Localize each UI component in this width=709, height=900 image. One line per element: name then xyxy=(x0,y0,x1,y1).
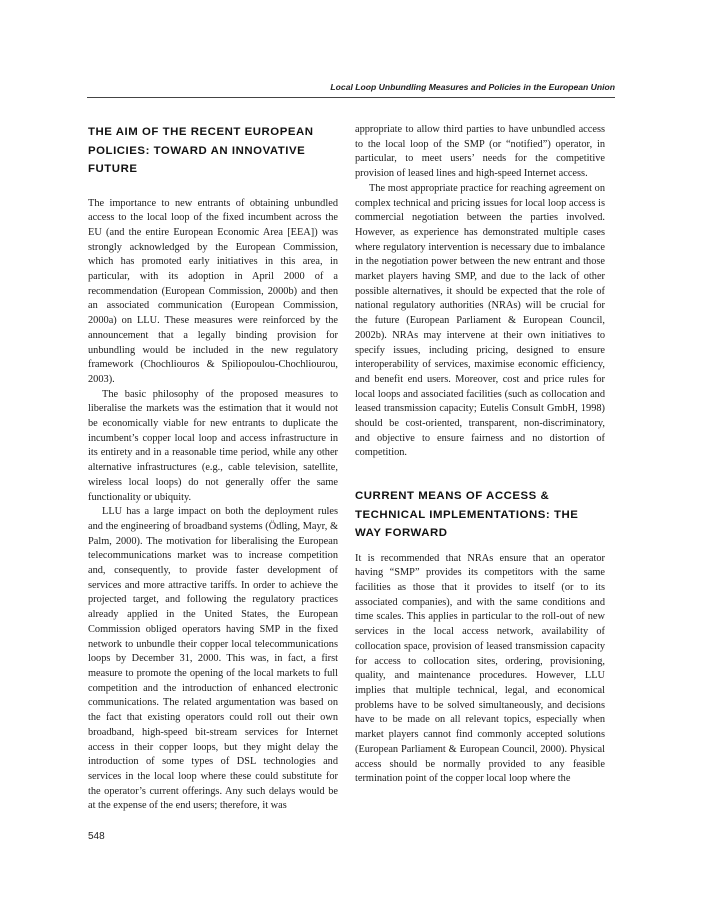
page-number: 548 xyxy=(88,831,105,842)
paragraph: The basic philosophy of the proposed measures to liberalise the markets was the estimation that it would not be economically viable for new entrants to duplicate the incumbent’s copper local loop and access infrastructure in its entirety and in a reasonable time period, while any other alternative infrastructures (e.g., cable television, satellite, wireless local loops) do not generally offer the same functionality or ubiquity. xyxy=(88,388,338,503)
paragraph: LLU has a large impact on both the deployment rules and the engineering of broadband systems (Ödling, Mayr, & Palm, 2000). The motivation for liberalising the European telecommunications market was to increase competition and, consequently, to provide faster development of services and more attractive tariffs. In order to achieve the projected target, and following the regulatory practices already applied in the United States, the European Commission obliged operators having SMP in the fixed network to unbundle their copper local telecommunications loops by December 31, 2000. This was, in fact, a first measure to promote the opening of the local markets to full competition and the introduction of enhanced electronic communications. The related argumentation was based on the fact that existing operators could roll out their own broadband, high-speed bit-stream services for Internet access in their copper loops, but they might delay the introduction of some types of DSL technologies and services in the local loop where these could substitute for the operator’s current offerings. Any such delays would be at the expense of the end users; therefore, it was xyxy=(88,506,338,812)
running-head: Local Loop Unbundling Measures and Policies in the European Union xyxy=(330,82,615,92)
right-column xyxy=(355,123,605,787)
paragraph: appropriate to allow third parties to have unbundled access to the local loop of the SMP (or “notified”) operator, in particular, to meet users’ needs for the competitive provision of leased lines and high-speed Internet access. xyxy=(355,124,605,180)
header-rule xyxy=(87,97,615,98)
section-heading-aim: THE AIM OF THE RECENT EUROPEAN POLICIES: TOWARD AN INNOVATIVE FUTURE xyxy=(88,126,314,175)
section-heading-current-means: CURRENT MEANS OF ACCESS & TECHNICAL IMPLEMENTATIONS: THE WAY FORWARD xyxy=(355,490,579,540)
paragraph: It is recommended that NRAs ensure that an operator having “SMP” provides its competitors with the same facilities as those that it provides to itself (or to its associated companies), and with the same conditions and time scales. This applies in particular to the roll-out of new services in the local access network, availability of collocation space, provision of leased transmission capacity for access to collocation sites, ordering, provisioning, quality, and maintenance procedures. However, LLU implies that multiple technical, legal, and economical problems have to be solved simultaneously, and decisions have to be made on all relevant topics, especially when market players cannot find commonly accepted solutions (European Parliament & European Council, 2000). Physical access should be normally provided to any feasible termination point of the copper local loop where the xyxy=(355,552,605,785)
paragraph: The most appropriate practice for reaching agreement on complex technical and pricing issues for local loop access is commercial negotiation between the parties involved. However, as experience has demonstrated multiple cases where regulatory intervention is necessary due to imbalance in the negotiation power between the new entrant and those market players having SMP, and due to the lack of other possible alternatives, it should be expected that the role of national regulatory authorities (NRAs) will be crucial for the future (European Parliament & European Council, 2002b). NRAs may intervene at their own initiatives to specify issues, including pricing, designed to ensure interoperability of services, maximise economic efficiency, and benefit end users. Moreover, cost and price rules for local loops and associated facilities (such as collocation and leased transmission capacity; Eutelis Consult GmbH, 1998) should be cost-oriented, transparent, non-discriminatory, and objective to ensure fairness and no distortion of competition. xyxy=(355,182,605,459)
left-column xyxy=(88,123,338,814)
paragraph: The importance to new entrants of obtaining unbundled access to the local loop of the fixed incumbent across the EU (and the entire European Economic Area [EEA]) was strongly acknowledged by the European Commission, which has promoted early initiatives in this area, in particular, with its adoption in April 2000 of a recommendation (European Commission, 2000b) and then an associated communication (European Commission, 2000a) on LLU. These measures were reinforced by the announcement that a legally binding provision for unbundling would be included in the new regulatory framework (Chochliouros & Spiliopoulou-Chochliourou, 2003). xyxy=(88,197,338,385)
